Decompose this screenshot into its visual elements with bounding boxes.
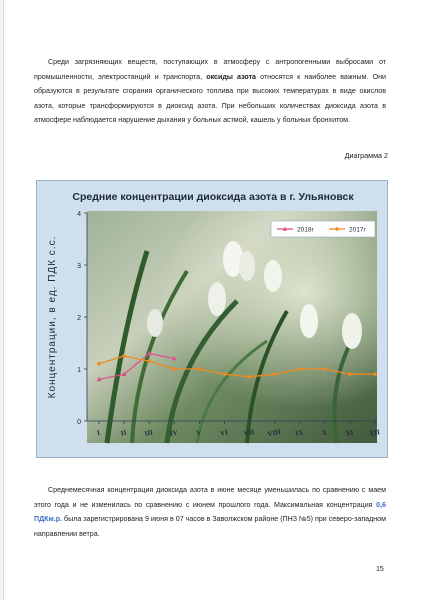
snowdrop-background-photo [87,211,377,443]
x-tick-label: III [143,428,154,438]
y-tick-label: 0 [77,419,81,426]
x-tick-label: IX [294,428,304,438]
summary-text-2: была зарегистрирована 9 июня в 07 часов в Заволжском районе (ПНЗ №5) при северо-западном направлении ветра. [34,515,386,538]
x-tick-label: X [321,428,328,438]
no2-chart [37,181,389,459]
x-tick-label: XII [368,428,381,439]
x-tick-label: VI [219,428,229,438]
diagram-label: Диаграмма 2 [344,151,388,160]
chart-title: Средние концентрации диоксида азота в г. Ульяновск [72,191,354,203]
x-tick-label: VIII [266,427,282,439]
legend-label-2017г: 2017г [349,226,366,234]
y-tick-label: 4 [77,211,81,218]
x-tick-label: VII [243,428,256,439]
chart-frame [36,180,388,458]
max-concentration-value: 0,6 ПДКм.р. [34,500,386,524]
page-number: 15 [376,566,384,573]
june-summary-paragraph [34,483,386,541]
intro-paragraph [34,55,386,128]
summary-text-1: Среднемесячная концентрация диоксида азота в июне месяце уменьшилась по сравнению с маем этого года и не изменилась по сравнению с июнем прошлого года. Максимальная концентрация [34,486,386,509]
intro-bold-term: оксиды азота [206,72,256,81]
y-tick-label: 3 [77,263,81,270]
intro-text-2: относятся к наиболее важным. Они образуются в результате сгорания органического топлива при высоких температурах в виде окислов азота, которые трансформируются в диоксид азота. При небольших количествах диоксида азота в атмосфере наблюдается нарушение дыхания у больных астмой, кашель у больных бронхитом. [34,72,387,125]
x-tick-label: IV [169,428,179,438]
y-tick-label: 1 [77,367,81,374]
x-tick-label: V [195,428,203,438]
legend-label-2018г: 2018г [297,226,314,234]
y-tick-label: 2 [77,315,81,322]
intro-text-1: Среди загрязняющих веществ, поступающих в атмосферу с антропогенными выбросами от промышленности, электростанций и транспорта, [34,58,386,81]
x-tick-label: I [96,428,101,438]
x-tick-label: XI [344,428,355,438]
y-axis-label: Концентрации, в ед. ПДК с.с. [47,235,58,399]
page-edge-shadow [3,0,4,600]
x-tick-label: II [120,428,128,438]
